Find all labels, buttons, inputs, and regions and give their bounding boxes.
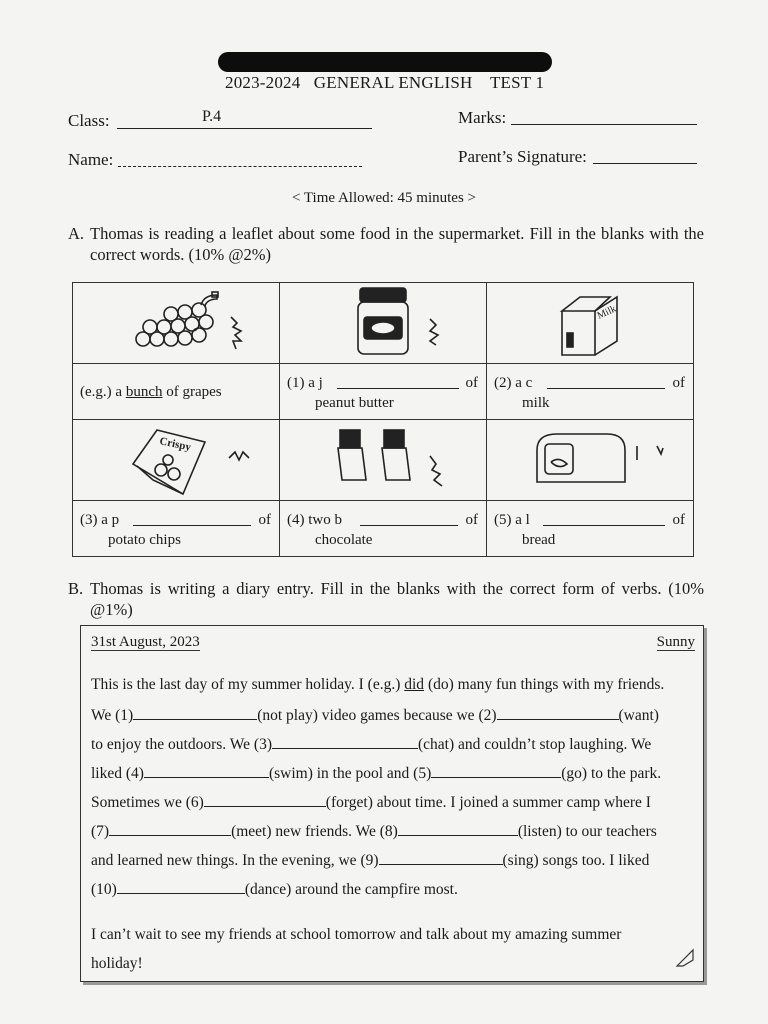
answer-blank-1[interactable]: [337, 388, 459, 389]
page-title: 2023-2024 GENERAL ENGLISH TEST 1: [225, 73, 545, 92]
item-4-prefix: two b: [308, 512, 342, 528]
item-5-prefix: a l: [515, 512, 530, 528]
answer-cell-2: [487, 364, 694, 420]
answer-cell-5: [487, 501, 694, 557]
verb-blank-8[interactable]: [398, 821, 518, 836]
verb-blank-2[interactable]: [497, 705, 619, 720]
item-2-number: (2): [494, 375, 512, 391]
item-2-of: of: [672, 375, 685, 391]
grapes-cell: [73, 283, 280, 364]
verb-blank-1[interactable]: [133, 705, 257, 720]
name-field[interactable]: [118, 166, 362, 167]
redacted-school-name: [218, 52, 552, 72]
item-3-food: potato chips: [108, 532, 181, 548]
section-b-instruction: [68, 578, 704, 620]
class-field[interactable]: [117, 128, 372, 129]
diary-box: [80, 625, 704, 982]
svg-text:Milk: Milk: [595, 303, 618, 322]
verb-blank-10[interactable]: [117, 879, 245, 894]
diary-example-answer: did: [404, 676, 425, 693]
item-3-number: (3): [80, 512, 98, 528]
diary-weather: Sunny: [656, 634, 695, 650]
example-answer-cell: [73, 364, 280, 420]
diary-line-1: We (1) (not play) video games because we (2) (want): [91, 707, 659, 724]
answer-blank-2[interactable]: [547, 388, 665, 389]
item-5-number: (5): [494, 512, 512, 528]
grapes-icon: [73, 283, 279, 363]
answer-cell-1: [280, 364, 487, 420]
verb-blank-9[interactable]: [379, 850, 503, 865]
verb-blank-7[interactable]: [109, 821, 231, 836]
chips-bag-icon: [73, 420, 279, 500]
section-b-letter: B.: [68, 579, 84, 598]
diary-closing: I can’t wait to see my friends at school tomorrow and talk about my amazing summer: [91, 926, 622, 943]
name-label: Name:: [68, 150, 114, 169]
food-table: [72, 282, 694, 557]
peanut-butter-jar-icon: [280, 283, 486, 363]
item-5-food: bread: [522, 532, 556, 548]
answer-blank-3[interactable]: [133, 525, 251, 526]
class-label: Class:: [68, 111, 110, 130]
verb-blank-6[interactable]: [204, 792, 326, 807]
bread-loaf-icon: [487, 420, 693, 500]
verb-blank-5[interactable]: [431, 763, 561, 778]
item-4-number: (4): [287, 512, 305, 528]
diary-line-2: to enjoy the outdoors. We (3) (chat) and couldn’t stop laughing. We: [91, 736, 652, 753]
diary-line-5: (7) (meet) new friends. We (8) (listen) to our teachers: [91, 823, 657, 840]
chips-bag-text: Crispy: [158, 435, 192, 454]
item-3-prefix: a p: [101, 512, 120, 528]
diary-closing-end: holiday!: [91, 955, 143, 972]
example-answer: bunch: [125, 384, 163, 400]
page-curl-icon: [675, 946, 697, 970]
answer-blank-5[interactable]: [543, 525, 665, 526]
verb-blank-3[interactable]: [272, 734, 418, 749]
diary-line-6: and learned new things. In the evening, we (9) (sing) songs too. I liked: [91, 852, 650, 869]
example-suffix: of grapes: [166, 384, 222, 400]
verb-blank-4[interactable]: [144, 763, 269, 778]
answer-cell-4: [280, 501, 487, 557]
class-value: P.4: [202, 108, 222, 125]
signature-field[interactable]: [593, 163, 697, 164]
diary-date: 31st August, 2023: [91, 634, 200, 650]
section-a-instruction: [68, 223, 704, 265]
answer-cell-3: [73, 501, 280, 557]
item-2-prefix: a c: [515, 375, 533, 391]
item-4-of: of: [465, 512, 478, 528]
diary-line-4: Sometimes we (6) (forget) about time. I joined a summer camp where I: [91, 794, 651, 811]
signature-label: Parent’s Signature:: [458, 147, 587, 166]
item-1-of: of: [465, 375, 478, 391]
diary-line-3: liked (4) (swim) in the pool and (5) (go) to the park.: [91, 765, 662, 782]
item-1-number: (1): [287, 375, 305, 391]
answer-blank-4[interactable]: [360, 525, 458, 526]
section-a-letter: A.: [68, 224, 85, 243]
item-4-food: chocolate: [315, 532, 373, 548]
example-prefix: (e.g.) a: [80, 384, 123, 400]
chips-cell: [73, 420, 280, 501]
chocolate-bars-icon: [280, 420, 486, 500]
item-1-food: peanut butter: [315, 395, 394, 411]
marks-field[interactable]: [511, 124, 697, 125]
item-3-of: of: [258, 512, 271, 528]
chocolate-cell: [280, 420, 487, 501]
diary-line-7: (10) (dance) around the campfire most.: [91, 881, 458, 898]
bread-cell: [487, 420, 694, 501]
milk-cell: [487, 283, 694, 364]
time-allowed: < Time Allowed: 45 minutes >: [291, 190, 477, 206]
item-5-of: of: [672, 512, 685, 528]
peanut-butter-cell: [280, 283, 487, 364]
section-b-text: Thomas is writing a diary entry. Fill in the blanks with the correct form of verbs. (10% @1%): [90, 579, 704, 619]
item-2-food: milk: [522, 395, 550, 411]
marks-label: Marks:: [458, 108, 507, 127]
diary-line-0: This is the last day of my summer holiday. I (e.g.) did (do) many fun things with my friends.: [91, 676, 665, 693]
item-1-prefix: a j: [308, 375, 323, 391]
milk-carton-icon: [487, 283, 693, 363]
section-a-text: Thomas is reading a leaflet about some food in the supermarket. Fill in the blanks with the correct words. (10% @2%): [90, 224, 704, 264]
